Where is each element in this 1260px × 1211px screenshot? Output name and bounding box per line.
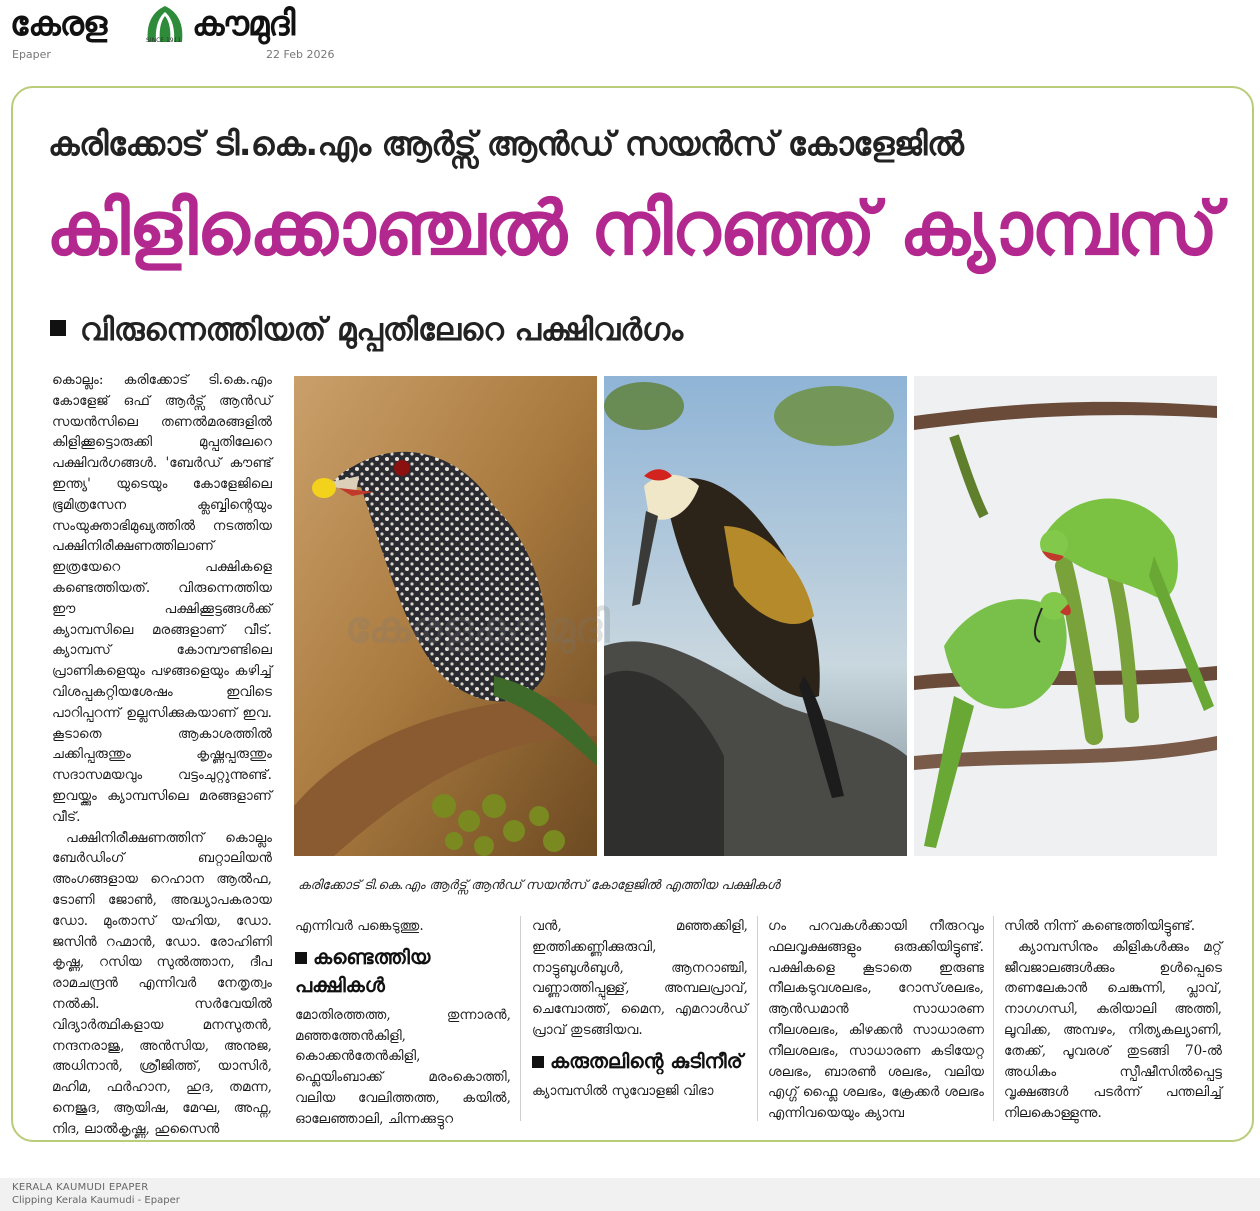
- article-column-3: [532, 916, 748, 1102]
- footer-subtitle: Clipping Kerala Kaumudi - Epaper: [12, 1195, 180, 1206]
- body-paragraph: ക്യാമ്പസിൽ സുവോളജി വിഭാ: [532, 1082, 714, 1099]
- parakeets-bird-icon: [914, 376, 1217, 856]
- body-paragraph: കൊല്ലം: കരിക്കോട് ടി.കെ.എം കോളേജ് ഒഫ് ആർട്സ് ആൻഡ് സയൻസിലെ തണൽമരങ്ങളിൽ കിളിക്കൂട്ടൊരുക്കി മുപ്പതിലേറെ പക്ഷിവർഗങ്ങൾ. 'ബേർഡ് കൗണ്ട് ഇന്ത്യ' യുടെയും കോളേജിലെ ഭൂമിത്രസേന ക്ലബ്ബിന്റെയും സംയുക്താഭിമുഖ്യത്തിൽ നടത്തിയ പക്ഷിനിരീക്ഷണത്തിലാണ് ഇത്രയേറെ പക്ഷികളെ കണ്ടെത്തിയത്. വിരുന്നെത്തിയ ഈ പക്ഷിക്കൂട്ടങ്ങൾക്ക് ക്യാമ്പസിലെ മരങ്ങളാണ് വീട്. ക്യാമ്പസ് കോമ്പൗണ്ടിലെ പ്രാണികളെയും പഴങ്ങളെയും കഴിച്ച് വിശപ്പകറ്റിയശേഷം ഇവിടെ പാറിപ്പറന്ന് ഉല്ലസിക്കുകയാണ് ഇവ. കൂടാതെ ആകാശത്തിൽ ചക്കിപ്പരുന്തും കൃഷ്ണപ്പരുന്തും സദാസമയവും വട്ടംചുറ്റുന്നുണ്ട്. ഇവയ്ക്കും ക്യാമ്പസിലെ മരങ്ങളാണ് വീട്.: [52, 372, 272, 825]
- body-paragraph: സിൽ നിന്ന് കണ്ടെത്തിയിട്ടുണ്ട്.: [1004, 918, 1196, 934]
- subhead-text: വിരുന്നെത്തിയത് മുപ്പതിലേറെ പക്ഷിവർഗം: [80, 312, 684, 348]
- flameback-woodpecker-photo[interactable]: [604, 376, 907, 856]
- body-paragraph: പക്ഷിനിരീക്ഷണത്തിന് കൊല്ലം ബേർഡിംഗ് ബറ്റാലിയൻ അംഗങ്ങളായ റെഹാന ആൽഫ, ടോണി ജോൺ, അദ്ധ്യാപകരായ ഡോ. മുംതാസ് യഹിയ, ഡോ. ജസിൻ റഹ്മാൻ, ഡോ. രോഹിണി കൃഷ്ണ, റസിയ സുൽത്താന, ദീപ രാമചന്ദ്രൻ എന്നിവർ നേതൃത്വം നൽകി. സർവേയിൽ വിദ്യാർത്ഥികളായ മനസുതൻ, നന്ദനരാജു, അൻസിയ, അനുജ, അധിനാൻ, ശ്രീജിത്ത്, യാസിർ, മഹിമ, ഫർഹാന, ഹുദ, തമന്ന, നെജുദ, ആയിഷ, മേഘ, അഫ്ന, നിദ, ലാൽകൃഷ്ണ, ഹുസൈൻ: [52, 829, 272, 1137]
- article-column-4: [768, 916, 984, 1124]
- masthead: [0, 0, 1260, 70]
- body-paragraph: മോതിരത്തത്ത, തുന്നാരൻ, മഞ്ഞത്തേൻകിളി, കൊക്കൻതേൻകിളി, ഫ്ലെയിംബാക്ക് മരംകൊത്തി, വലിയ വേലിത്തത്ത, കയിൽ, ഓലേഞ്ഞാലി, ചിന്നക്കുട്ടുറ: [295, 1006, 511, 1127]
- section-heading: [532, 1047, 748, 1075]
- watermark-text: കേരളകൗമുദി: [345, 602, 610, 653]
- photo-caption: കരിക്കോട് ടി.കെ.എം ആർട്സ് ആൻഡ് സയൻസ് കോളേജിൽ എത്തിയ പക്ഷികൾ: [298, 878, 780, 893]
- epaper-label: Epaper: [12, 48, 51, 61]
- rose-ringed-parakeets-photo[interactable]: [914, 376, 1217, 856]
- section-heading-text: കണ്ടെത്തിയ പക്ഷികൾ: [295, 944, 431, 997]
- article-column-5: [1004, 916, 1222, 1124]
- bullet-square-icon: [532, 1056, 544, 1068]
- section-heading: [295, 943, 511, 999]
- article-subhead: [50, 312, 683, 349]
- edition-date[interactable]: 22 Feb 2026: [266, 48, 335, 61]
- logo-right-text: കൗമുദി: [192, 4, 295, 44]
- column-divider: [520, 916, 521, 1121]
- body-paragraph: ഗം പറവകൾക്കായി നീരുറവും ഫലവൃക്ഷങ്ങളും ഒരുക്കിയിട്ടുണ്ട്. പക്ഷികളെ കൂടാതെ ഇരുണ്ട നീലകടുവശലഭം, റോസ്‌ശലഭം, ആൻഡമാൻ സാധാരണ നീലശലഭം, കിഴക്കൻ സാധാരണ നീലശലഭം, സാധാരണ കടിയേറ്റ ശലഭം, ബാരൺ ശലഭം, വലിയ എഗ്ഗ് ഫ്ലൈ ശലഭം, ക്രേക്കർ ശലഭം എന്നിവയെയും ക്യാമ്പ: [768, 918, 984, 1122]
- footer-title: KERALA KAUMUDI EPAPER: [12, 1182, 149, 1193]
- article-column-2: [295, 916, 511, 1130]
- logo-left-text: കേരള: [10, 4, 107, 44]
- article-headline: കിളിക്കൊഞ്ചൽ നിറഞ്ഞ് ക്യാമ്പസ്: [46, 186, 1218, 272]
- bullet-square-icon: [50, 320, 66, 336]
- footer-bar: [0, 1178, 1260, 1211]
- column-divider: [757, 916, 758, 1121]
- article-column-1: [52, 370, 272, 1139]
- bullet-square-icon: [295, 952, 307, 964]
- woodpecker-bird-icon: [604, 376, 907, 856]
- body-paragraph: എന്നിവർ പങ്കെടുത്തു.: [295, 918, 424, 934]
- body-paragraph: ക്യാമ്പസിനും കിളികൾക്കും മറ്റ് ജീവജാലങ്ങൾക്കും ഉൾപ്പെടെ തണലേകാൻ ചെങ്കുന്നി, പ്ലാവ്, നാഗഗന്ധി, കരിയാലി അത്തി, ലൂവിക്ക, അമ്പഴം, നിത്യകല്യാണി, തേക്ക്, പൂവരശ് തുടങ്ങി 70-ൽ അധികം സ്പീഷീസിൽപ്പെട്ട വൃക്ഷങ്ങൾ പടർന്ന് പന്തലിച്ച് നിലകൊള്ളുന്നു.: [1004, 938, 1222, 1122]
- section-heading-text: കരുതലിന്റെ കുടിനീര്: [550, 1048, 743, 1073]
- column-divider: [993, 916, 994, 1121]
- article-kicker: കരിക്കോട് ടി.കെ.എം ആർട്സ് ആൻഡ് സയൻസ് കോളേജിൽ: [48, 124, 964, 163]
- since-label: SINCE 1911: [146, 37, 182, 44]
- body-paragraph: വൻ, മഞ്ഞക്കിളി, ഇത്തിക്കണ്ണിക്കുരുവി, നാട്ടുബുൾബുൾ, ആനറാഞ്ചി, വണ്ണാത്തിപ്പുള്ള്, അമ്പലപ്രാവ്, ചെമ്പോത്ത്, മൈന, എമറാൾഡ് പ്രാവ് തുടങ്ങിയവ.: [532, 918, 748, 1038]
